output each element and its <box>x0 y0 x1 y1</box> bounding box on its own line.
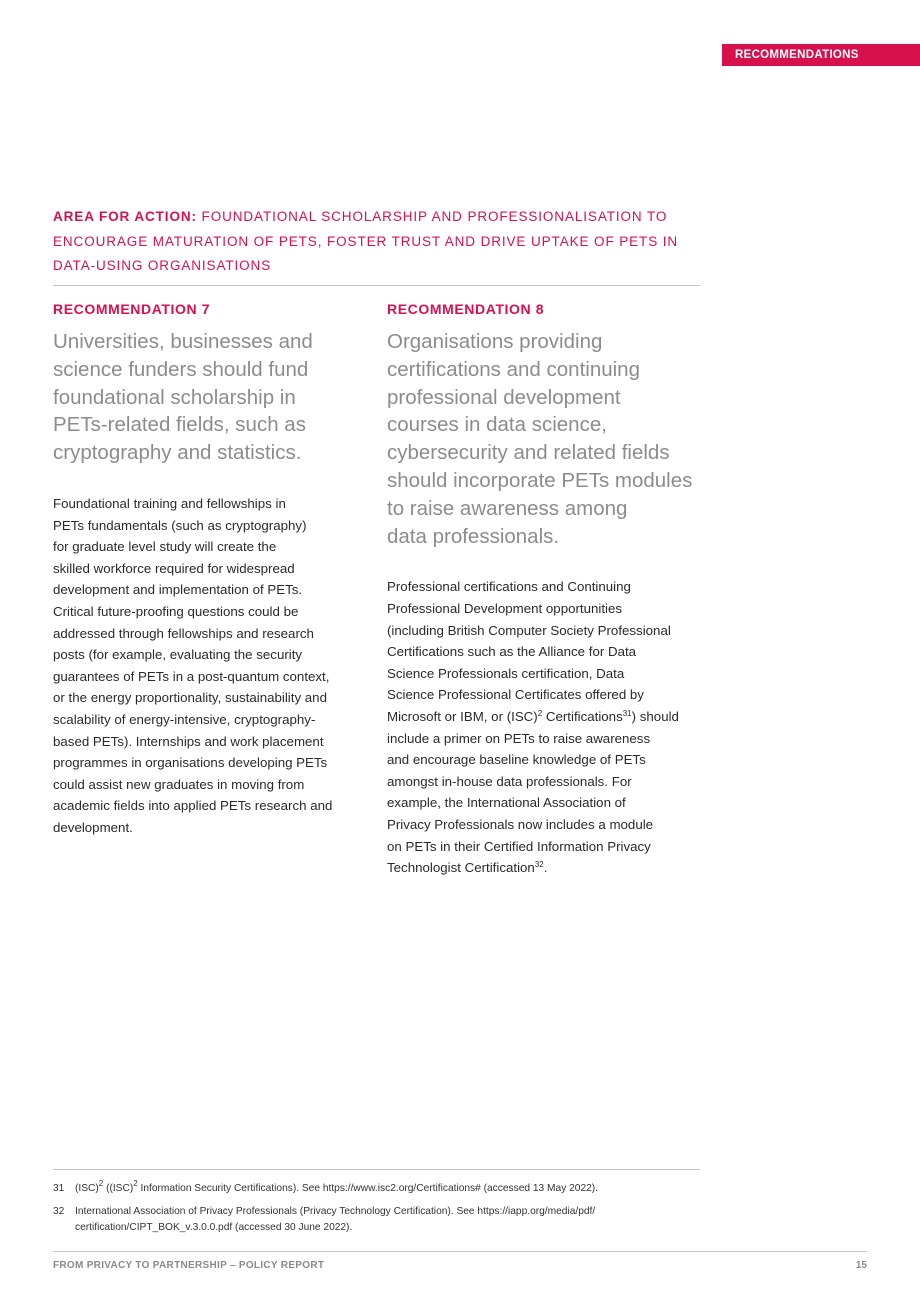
footnote-text: Information Security Certifications). See https://www.isc2.org/Certifications# (accessed 13 May 2022). <box>137 1183 599 1194</box>
recommendation-8-label: RECOMMENDATION 8 <box>387 301 545 317</box>
recommendation-7 <box>53 298 363 838</box>
footnotes <box>53 1181 713 1243</box>
footnote-number: 31 <box>53 1183 65 1194</box>
body-text: Professional certifications and Continuing Professional Development opportunities (including British Computer Society Professional Certifications such as the Alliance for Data Science Professionals certification, Data Science Professional Certificates offered by Microsoft or IBM, or (ISC) <box>387 579 671 724</box>
recommendation-7-label: RECOMMENDATION 7 <box>53 301 211 317</box>
page-number: 15 <box>855 1260 867 1271</box>
footnote-ref-32[interactable]: 32 <box>534 860 544 870</box>
recommendation-8 <box>387 298 702 879</box>
heading-divider <box>53 285 700 286</box>
superscript: 2 <box>537 708 543 718</box>
body-text: ) should include a primer on PETs to raise awareness and encourage baseline knowledge of PETs amongst in-house data professionals. For example, the International Association of Privacy Professionals now includes a module on PETs in their Certified Information Privacy Technologist Certification <box>387 708 679 876</box>
area-for-action-lead: AREA FOR ACTION: <box>53 209 197 224</box>
superscript: 2 <box>98 1179 104 1188</box>
superscript: 2 <box>133 1179 138 1188</box>
footnote-text: (ISC) <box>75 1183 99 1194</box>
footer-divider <box>53 1251 867 1252</box>
footnote-32 <box>53 1204 713 1237</box>
section-tab: RECOMMENDATIONS <box>722 44 920 66</box>
footnote-ref-31[interactable]: 31 <box>622 708 632 718</box>
footnote-number: 32 <box>53 1205 65 1217</box>
footer-publication-title: FROM PRIVACY TO PARTNERSHIP – POLICY REPORT <box>53 1260 325 1271</box>
body-text: . <box>543 860 548 876</box>
recommendation-7-body: Foundational training and fellowships in PETs fundamentals (such as cryptography) for graduate level study will create the skilled workforce required for widespread development and implementation of PETs. Critical future-proofing questions could be addressed through fellowships and research posts (for example, evaluating the security guarantees of PETs in a post-quantum context, or the energy proportionality, sustainability and scalability of energy-intensive, cryptography- based PETs). Internships and work placement programmes in organisations developing PETs could assist new graduates in moving from academic fields into applied PETs research and development. <box>53 495 333 835</box>
recommendation-8-statement: Organisations providing certifications and continuing professional development courses in data science, cybersecurity and related fields should incorporate PETs modules to raise awareness among data professionals. <box>387 330 693 548</box>
area-for-action-title: FOUNDATIONAL SCHOLARSHIP AND PROFESSIONALISATION TO ENCOURAGE MATURATION OF PETS, FOSTER TRUST AND DRIVE UPTAKE OF PETS IN DATA-USING ORGANISATIONS <box>53 209 679 273</box>
footnote-divider <box>53 1169 700 1170</box>
body-text: Certifications <box>542 708 623 724</box>
footnote-text: International Association of Privacy Professionals (Privacy Technology Certification). See https://iapp.org/media/pdf/ certification/CIPT_BOK_v.3.0.0.pdf (accessed 30 June 2022). <box>75 1205 596 1233</box>
recommendation-7-statement: Universities, businesses and science funders should fund foundational scholarship in PETs-related fields, such as cryptography and statistics. <box>53 330 313 465</box>
footnote-text: ((ISC) <box>103 1183 134 1194</box>
area-for-action-heading <box>53 205 699 279</box>
footnote-31 <box>53 1181 713 1198</box>
recommendation-8-body <box>387 576 702 878</box>
